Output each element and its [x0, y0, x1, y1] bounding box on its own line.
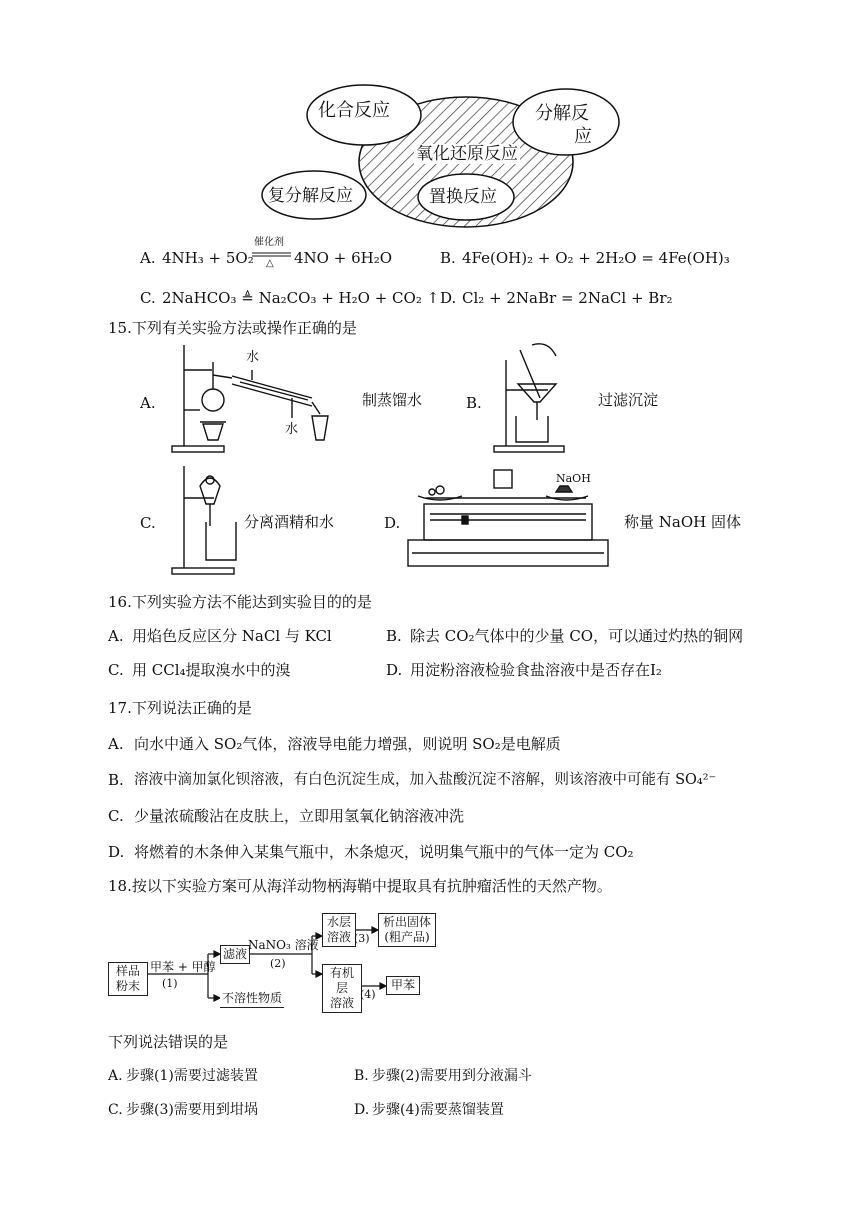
reaction-formula: 4NH₃ + 5O₂: [162, 249, 254, 267]
step-1-label: (1): [162, 977, 178, 990]
double-decomp-label: 复分解反应: [268, 186, 353, 206]
redox-label: 氧化还原反应: [416, 144, 518, 164]
option-letter: A.: [140, 394, 156, 412]
option-text: 步骤(1)需要过滤装置: [126, 1068, 258, 1084]
reagent-2-label: NaNO₃ 溶液: [248, 938, 319, 952]
box-text: 析出固体: [382, 915, 431, 929]
displacement-label: 置换反应: [429, 187, 497, 207]
water-out-label: 水: [285, 422, 299, 437]
organic-layer-box: [322, 964, 362, 1013]
box-text: 有机层: [329, 966, 354, 995]
reaction-formula: 2NaHCO₃ ≜ Na₂CO₃ + H₂O + CO₂ ↑: [162, 289, 440, 307]
sample-powder-box: [108, 962, 148, 996]
option-label: 称量 NaOH 固体: [624, 513, 741, 531]
catalyst-label: 催化剂: [254, 237, 284, 248]
option-letter: D.: [108, 843, 125, 861]
water-in-label: 水: [246, 350, 260, 365]
combination-label: 化合反应: [318, 100, 390, 121]
box-text: 溶液: [326, 930, 351, 944]
option-text: 将燃着的木条伸入某集气瓶中，木条熄灭，说明集气瓶中的气体一定为 CO₂: [134, 843, 634, 861]
box-text: 溶液: [329, 996, 354, 1010]
option-letter: B.: [386, 627, 402, 645]
option-letter: A.: [108, 1068, 123, 1084]
box-text: (粗产品): [384, 930, 430, 944]
option-letter: B.: [354, 1068, 369, 1084]
option-text: 除去 CO₂气体中的少量 CO，可以通过灼热的铜网: [410, 627, 744, 645]
option-letter: C.: [140, 514, 156, 532]
option-text: 向水中通入 SO₂气体，溶液导电能力增强，则说明 SO₂是电解质: [134, 735, 561, 753]
option-letter: B.: [466, 394, 482, 412]
option-letter: D.: [386, 661, 403, 679]
box-text: 粉末: [115, 979, 140, 993]
decomposition-label-1: 分解反: [535, 103, 589, 124]
option-letter: B.: [108, 771, 124, 789]
option-letter: C.: [108, 661, 124, 679]
question-stem: 18.按以下实验方案可从海洋动物柄海鞘中提取具有抗肿瘤活性的天然产物。: [108, 877, 612, 895]
toluene-box: [386, 976, 420, 995]
aqueous-layer-box: [322, 913, 356, 947]
box-text: 甲苯: [390, 978, 415, 992]
heat-label: △: [266, 258, 274, 269]
box-text: 水层: [326, 915, 351, 929]
option-text: 用 CCl₄提取溴水中的溴: [132, 661, 291, 679]
reaction-product: 4NO + 6H₂O: [294, 249, 393, 267]
option-label: 制蒸馏水: [362, 391, 423, 409]
reaction-formula: Cl₂ + 2NaBr = 2NaCl + Br₂: [462, 289, 673, 307]
step-4-label: (4): [360, 988, 376, 1001]
reaction-formula: 4Fe(OH)₂ + O₂ + 2H₂O = 4Fe(OH)₃: [462, 249, 730, 267]
crude-product-box: [378, 913, 436, 947]
question-prompt: 下列说法错误的是: [108, 1033, 229, 1051]
decomposition-label-2: 应: [574, 126, 592, 147]
box-text: 滤液: [223, 947, 248, 961]
option-text: 步骤(3)需要用到坩埚: [126, 1102, 258, 1118]
option-letter: D.: [384, 514, 401, 532]
option-letter: D.: [440, 289, 457, 307]
box-text: 样品: [115, 964, 140, 978]
option-text: 用焰色反应区分 NaCl 与 KCl: [132, 627, 332, 645]
filtrate-box: [220, 945, 250, 964]
step-2-label: (2): [270, 957, 286, 970]
option-text: 用淀粉溶液检验食盐溶液中是否存在I₂: [410, 661, 662, 679]
option-letter: B.: [440, 249, 456, 267]
option-label: 分离酒精和水: [244, 513, 335, 531]
option-letter: C.: [140, 289, 156, 307]
option-letter: A.: [140, 249, 156, 267]
box-text: 不溶性物质: [222, 991, 283, 1005]
option-text: 少量浓硫酸沾在皮肤上，立即用氢氧化钠溶液冲洗: [134, 807, 465, 825]
naoh-reagent-label: NaOH: [556, 472, 591, 485]
question-stem: 16.下列实验方法不能达到实验目的的是: [108, 593, 372, 611]
option-letter: A.: [108, 735, 124, 753]
option-text: 步骤(4)需要蒸馏装置: [372, 1102, 504, 1118]
option-letter: C.: [108, 807, 124, 825]
insoluble-box: [220, 990, 284, 1008]
option-label: 过滤沉淀: [598, 391, 659, 409]
question-stem: 17.下列说法正确的是: [108, 699, 252, 717]
reagent-1-label: 甲苯 + 甲醇: [150, 960, 216, 974]
option-letter: A.: [108, 627, 124, 645]
option-letter: D.: [354, 1102, 370, 1118]
step-3-label: (3): [354, 932, 370, 945]
option-text: 步骤(2)需要用到分液漏斗: [372, 1068, 532, 1084]
question-stem: 15.下列有关实验方法或操作正确的是: [108, 319, 357, 337]
option-text: 溶液中滴加氯化钡溶液，有白色沉淀生成，加入盐酸沉淀不溶解，则该溶液中可能有 SO₄²⁻: [134, 772, 717, 788]
option-letter: C.: [108, 1102, 123, 1118]
